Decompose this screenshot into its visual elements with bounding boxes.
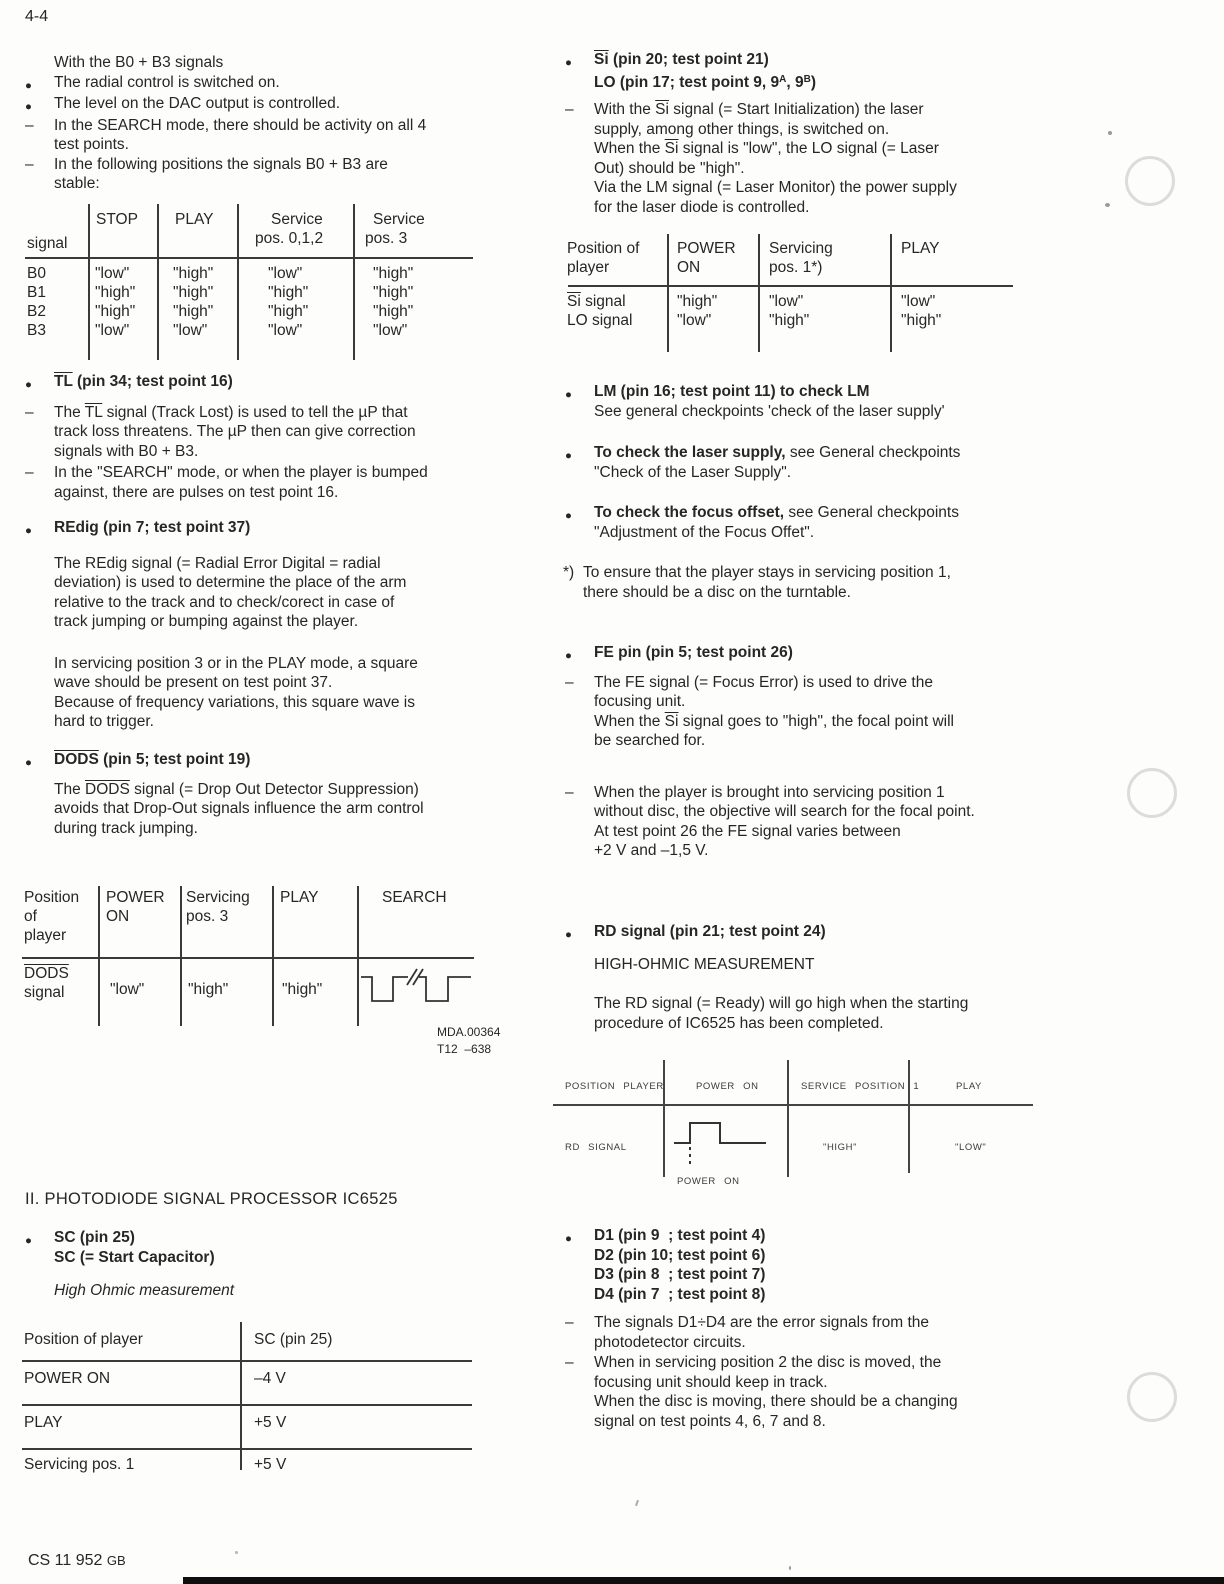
intro-line: In the following positions the signals B0 + B3 are stable: [54,155,388,192]
table-rule [568,285,1013,287]
column-header: Servicing [769,240,833,257]
table-cell: +5 V [254,1414,287,1431]
caption-line: T12 –638 [437,1041,492,1056]
table-cell: "low" [268,265,303,282]
row-label: DODS [24,965,69,982]
column-header: SC (pin 25) [254,1331,333,1348]
list-item [565,100,1040,217]
column-header: pos. 3 [186,908,229,925]
dash-marker: – [25,155,34,173]
column-header: Service [373,211,425,228]
table-cell: "high" [95,303,136,320]
row-label: B3 [27,322,46,339]
column-header: ON [677,259,701,276]
bullet-icon: ● [565,510,572,522]
list-item [565,994,1040,1033]
list-item [25,73,512,95]
list-item [565,1353,1040,1431]
table-cell: "high" [173,284,214,301]
paragraph: The signals D1÷D4 are the error signals from the photodetector circuits. [594,1314,930,1351]
section-rd [565,922,1040,1033]
row-label: $\overline{Si}$ signal [567,293,626,310]
row-label: B2 [27,303,46,320]
bullet-icon: ● [565,389,572,401]
page-number: 4-4 [25,8,49,25]
table-cell: "low" [373,322,408,339]
table-cell: Servicing pos. 1 [24,1456,135,1473]
caption-line: MDA.00364 [437,1025,501,1039]
column-header: player [24,927,67,944]
diagram-value: "LOW" [955,1142,987,1153]
bullet-icon: ● [565,450,572,462]
intro-list [25,53,512,194]
table-cell: "high" [901,312,942,329]
section-ii-title: II. PHOTODIODE SIGNAL PROCESSOR IC6525 [25,1190,398,1208]
subheading-italic: High Ohmic measurement [54,1282,235,1299]
paragraph: To check the laser supply, see General checkpoints "Check of the Laser Supply". [594,444,961,481]
heading-text: D1 (pin 9 ; test point 4) [594,1227,766,1244]
table-sc [22,1322,474,1474]
bullet-icon: ● [565,1233,572,1245]
column-header: Position [24,889,80,906]
table-cell: "low" [110,981,145,998]
paragraph: The RD signal (= Ready) will go high when the starting procedure of IC6525 has been completed. [594,995,969,1032]
scan-speck [1108,131,1112,135]
table-cell: "low" [901,293,936,310]
table-rule [758,234,760,352]
rd-timing-diagram [553,1057,1035,1192]
table-cell: "low" [95,265,130,282]
table-cell: POWER ON [24,1370,111,1387]
section-lm [565,382,1040,421]
column-header: ON [106,908,130,925]
column-header: STOP [96,211,138,228]
subheading: HIGH-OHMIC MEASUREMENT [594,955,815,973]
column-header: POWER [677,240,736,257]
section-heading [25,1228,512,1267]
column-header: PLAY [280,889,319,906]
section-heading [565,643,1040,665]
section-fe [565,643,1040,861]
paragraph: When the player is brought into servicing position 1 without disc, the objective will search for the focal point. At test point 26 the FE signal varies between +2 V and –1,5 V. [594,783,975,859]
table-rule [88,204,90,360]
list-item [565,673,1040,751]
section-heading [565,1226,1040,1304]
heading-text: $\overline{TL}$ (pin 34; test point 16) [54,373,233,390]
diagram-value: "HIGH" [823,1142,858,1153]
table-cell: "high" [173,303,214,320]
diagram-header: POSITION PLAYER [565,1081,664,1092]
table-cell: "high" [188,981,229,998]
heading-text: SC (pin 25) [54,1229,135,1246]
column-header: Position of [567,240,640,257]
table-cell: +5 V [254,1456,287,1473]
heading-text: RD signal (pin 21; test point 24) [594,923,826,940]
dash-marker: – [25,464,34,481]
paragraph: With the $\overline{Si}$ signal (= Start Initialization) the laser supply, among other things, is switched on. When the $\overline{Si}$ signal is "low", the LO signal (= Laser Out) should be "high". Via the LM signal (= Laser Monitor) the power supply for the laser diode is controlled. [594,101,957,216]
paragraph: The DODS signal (= Drop Out Detector Suppression) avoids that Drop-Out signals influence the arm control during track jumping. [54,780,424,837]
paragraph: In servicing position 3 or in the PLAY mode, a square wave should be present on test point 37. Because of frequency variations, this square wave is hard to trigger. [54,654,418,730]
paragraph: When in servicing position 2 the disc is moved, the focusing unit should keep in track. When the disc is moving, there should be a changing signal on test points 4, 6, 7 and 8. [594,1354,958,1430]
list-item [565,443,1040,482]
table-cell: "high" [95,284,136,301]
list-item [25,403,512,462]
table-cell: "high" [769,312,810,329]
table-rule [357,886,359,1026]
section-tl [25,372,512,502]
rd-pulse-waveform-icon [674,1119,770,1171]
bullet-icon: ● [25,101,32,113]
table-rule [25,257,473,259]
diagram-rule [663,1060,665,1177]
table-cell: "low" [677,312,712,329]
figure-caption [437,1024,500,1057]
column-header: SEARCH [382,889,447,906]
section-dods [25,750,512,838]
column-header: PLAY [175,211,214,228]
list-item [25,53,512,73]
table-rule [890,234,892,352]
footnote [563,563,1040,602]
bullet-icon: ● [565,650,572,662]
table-rule [22,1360,472,1362]
section-focus-offset [565,503,1040,542]
dash-marker: – [565,1354,574,1371]
diagram-rule [553,1104,1033,1106]
paragraph: The $\overline{TL}$ signal (Track Lost) is used to tell the µP that track loss threatens. The µP then can give correction signals with B0 + B3. [54,403,416,460]
scan-speck [1105,203,1110,207]
punch-hole [1127,768,1177,818]
scan-speck [235,1551,238,1554]
paragraph: See general checkpoints 'check of the laser supply' [594,402,945,420]
paragraph: To check the focus offset, see General checkpoints "Adjustment of the Focus Offet". [594,504,959,541]
column-header: pos. 1*) [769,259,823,276]
list-item [565,503,1040,542]
column-header: Service [271,211,323,228]
section-heading [25,518,512,540]
table-rule [353,204,355,360]
column-header: pos. 0,1,2 [255,230,324,247]
list-item [25,463,512,502]
section-redig [25,518,512,732]
diagram-header: PLAY [956,1081,982,1092]
heading-text: LO (pin 17; test point 9, $9^A$, $9^B$) [594,73,817,91]
intro-line: The radial control is switched on. [54,73,280,91]
punch-hole [1125,156,1175,206]
dash-marker: – [25,116,34,134]
scan-speck [789,1566,791,1570]
column-header: Position of player [24,1331,143,1348]
table-cell: "low" [769,293,804,310]
table-rule [98,886,100,1026]
diagram-rule [908,1060,910,1173]
heading-text: D4 (pin 7 ; test point 8) [594,1285,766,1303]
document-code: CS 11 952 GB [28,1552,126,1569]
heading-text: FE pin (pin 5; test point 26) [594,644,793,661]
bullet-icon: ● [25,525,32,537]
table-cell: "low" [173,322,208,339]
intro-line: The level on the DAC output is controlled. [54,95,341,112]
heading-text: $\overline{Si}$ (pin 20; test point 21) [594,51,769,68]
table-cell: –4 V [254,1370,286,1387]
paragraph: The REdig signal (= Radial Error Digital = radial deviation) is used to determine the place of the arm relative to the track and to check/corect in case of track jumping or bumping against the player. [54,554,407,630]
table-rule [157,204,159,360]
section-heading [565,382,1040,421]
dash-marker: – [565,1314,574,1331]
table-rule [22,1404,472,1406]
heading-text: REdig (pin 7; test point 37) [54,519,251,536]
list-item [25,94,512,116]
table-cell: "high" [373,284,414,301]
table-cell: PLAY [24,1414,63,1431]
column-header: POWER [106,889,165,906]
section-d1-d4 [565,1226,1040,1431]
bullet-icon: ● [25,757,32,769]
list-item [25,554,512,632]
section-heading [25,372,512,394]
footnote-marker: *) [563,564,575,581]
diagram-header: SERVICE POSITION 1 [801,1081,920,1092]
paragraph: The FE signal (= Focus Error) is used to drive the focusing unit. When the $\overline{Si}$ signal goes to "high", the focal point will be searched for. [594,673,954,749]
table-si-lo [565,234,1017,354]
table-cell: "high" [173,265,214,282]
table-rule [667,234,669,352]
column-header: player [567,259,610,276]
table-cell: "high" [282,981,323,998]
list-item [25,155,512,194]
footnote-text: To ensure that the player stays in servicing position 1, there should be a disc on the turntable. [583,564,951,601]
section-heading [565,50,1040,92]
table-cell: "high" [677,293,718,310]
bullet-icon: ● [25,79,32,92]
heading-text: SC (= Start Capacitor) [54,1248,215,1266]
diagram-rule [787,1060,789,1177]
heading-text: LM (pin 16; test point 11) to check LM [594,383,870,400]
table-cell: "high" [268,303,309,320]
section-heading [565,922,1040,944]
row-label: signal [24,984,65,1001]
table-b0-b3 [25,204,475,361]
heading-text: DODS (pin 5; test point 19) [54,751,251,768]
bullet-icon: ● [565,929,572,941]
section-si-lo [565,50,1040,217]
table-rule [237,204,239,360]
scan-edge-bar [183,1577,1224,1584]
row-label: B0 [27,265,46,282]
section-heading [25,750,512,772]
column-header: Servicing [186,889,250,906]
table-cell: "high" [373,265,414,282]
table-rule [180,886,182,1026]
dash-marker: – [565,101,574,118]
table-cell: "high" [373,303,414,320]
paragraph: In the "SEARCH" mode, or when the player is bumped against, there are pulses on test point 16. [54,464,428,501]
heading-text: D2 (pin 10; test point 6) [594,1246,766,1264]
column-header: pos. 3 [365,230,408,247]
list-item [565,1313,1040,1352]
diagram-annotation: POWER ON [677,1176,740,1187]
column-header: PLAY [901,240,940,257]
table-dods [22,884,477,1029]
table-rule [22,957,474,959]
bullet-icon: ● [25,379,32,391]
bullet-icon: ● [25,1235,32,1247]
row-label: LO signal [567,312,633,329]
bullet-icon: ● [565,57,572,69]
square-wave-with-break-icon [360,968,474,1008]
dash-marker: – [25,403,34,421]
list-item [25,116,512,155]
table-cell: "low" [95,322,130,339]
list-item [25,780,512,839]
table-rule [272,886,274,1026]
list-item [25,654,512,732]
column-header: of [24,908,37,925]
dash-marker: – [565,673,574,691]
table-cell: "low" [268,322,303,339]
section-laser-supply [565,443,1040,482]
column-header: signal [27,235,68,252]
table-rule [22,1448,472,1450]
intro-line: With the B0 + B3 signals [54,54,224,71]
punch-hole [1127,1372,1177,1422]
list-item [565,783,1040,861]
intro-line: In the SEARCH mode, there should be activity on all 4 test points. [54,116,427,153]
diagram-header: POWER ON [696,1081,759,1092]
section-sc [25,1228,512,1301]
row-label: B1 [27,284,46,301]
scan-speck [635,1500,639,1506]
dash-marker: – [565,783,574,801]
diagram-row-label: RD SIGNAL [565,1142,627,1153]
heading-text: D3 (pin 8 ; test point 7) [594,1266,766,1283]
table-cell: "high" [268,284,309,301]
